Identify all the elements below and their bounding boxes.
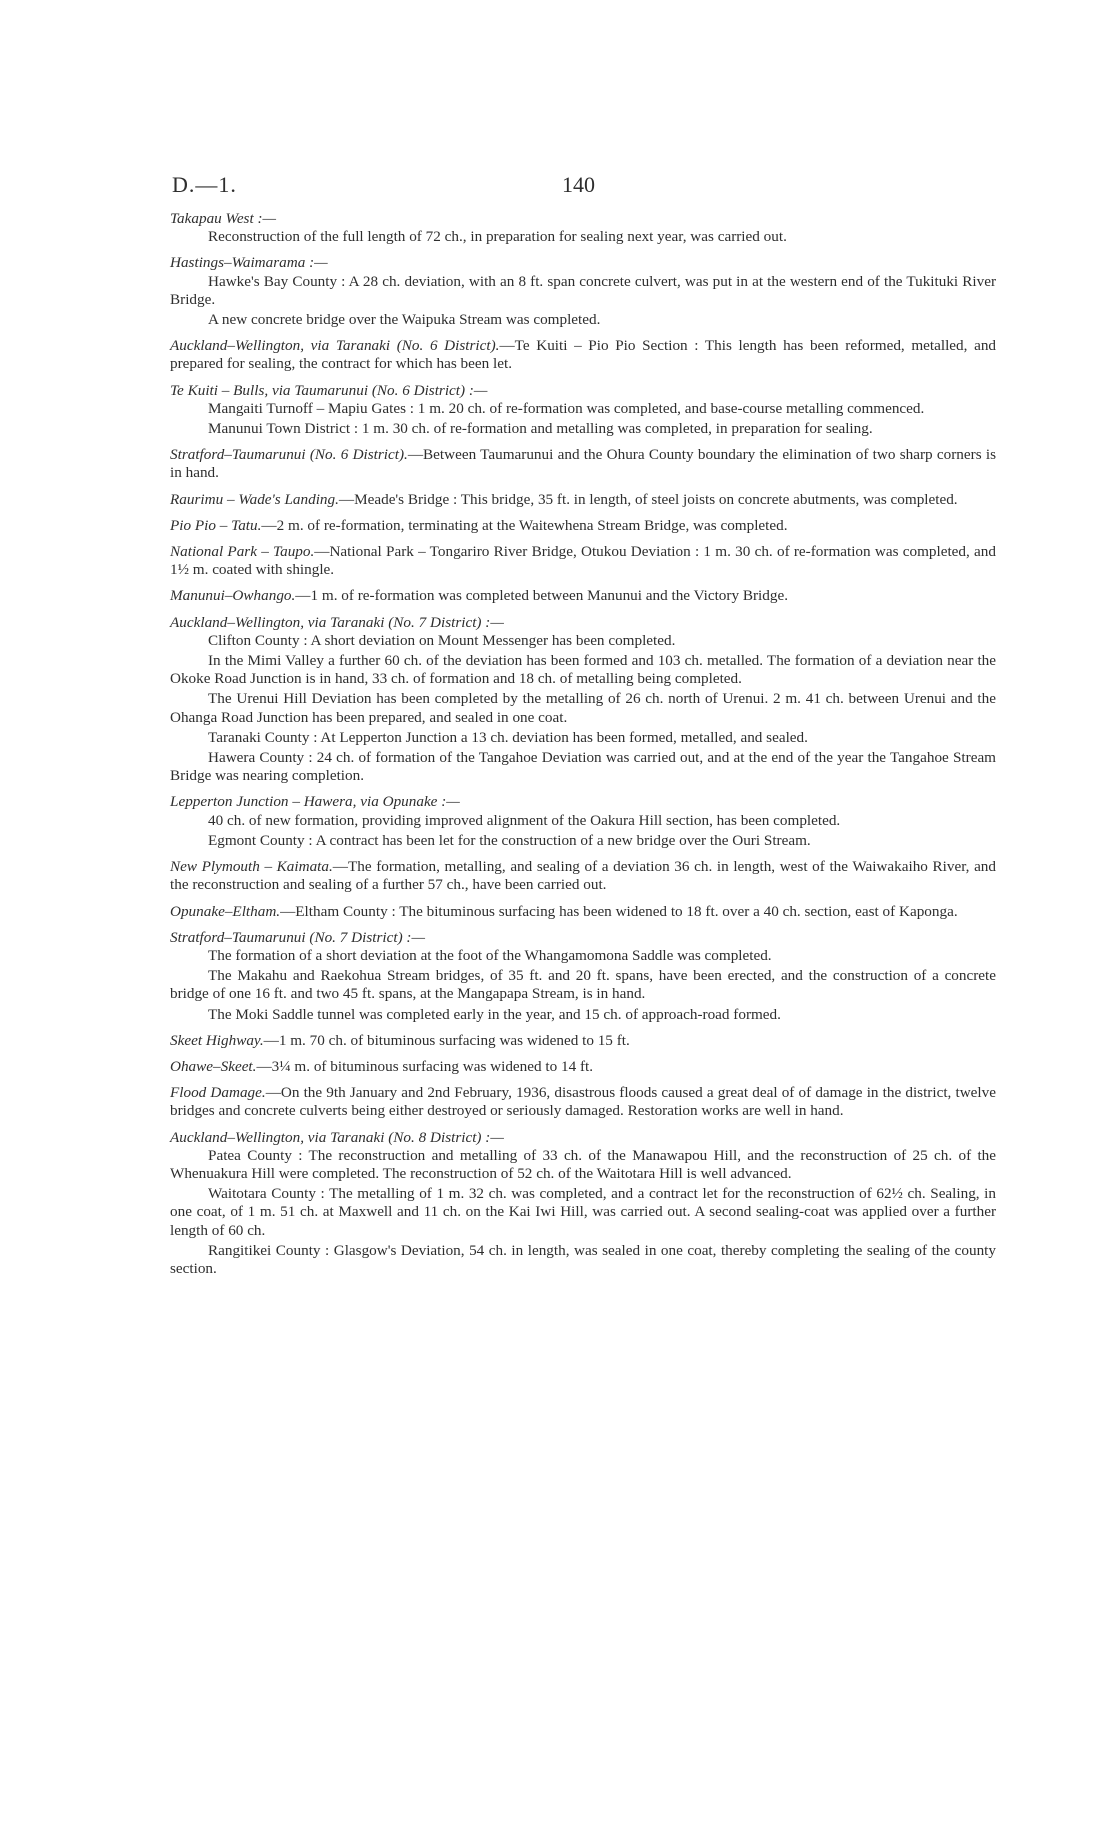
section-paragraph: Waitotara County : The metalling of 1 m. 32 ch. was completed, and a contract let for the reconstruction of 62½ ch. Sealing, in one coat, of 1 m. 51 ch. at Maxwell and 11 ch. on the Kai Iwi Hill, was carried out. A second sealing-coat was applied over a further length of 60 ch.	[170, 1185, 996, 1239]
section-paragraph: Hawke's Bay County : A 28 ch. deviation, with an 8 ft. span concrete culvert, was put in at the western end of the Tukituki River Bridge.	[170, 272, 996, 308]
section-paragraph: Mangaiti Turnoff – Mapiu Gates : 1 m. 20 ch. of re-formation was completed, and base-course metalling commenced.	[208, 399, 925, 417]
section-heading: Flood Damage.	[170, 1084, 266, 1102]
section-heading: Auckland–Wellington, via Taranaki (No. 7 District) :—	[170, 613, 504, 631]
section-text: —Meade's Bridge : This bridge, 35 ft. in length, of steel joists on concrete abutments, was completed.	[338, 490, 958, 508]
section-heading: Pio Pio – Tatu.	[170, 516, 262, 534]
report-section	[170, 543, 996, 579]
section-heading: New Plymouth – Kaimata.	[170, 858, 333, 876]
report-section	[170, 1084, 996, 1120]
section-paragraph	[170, 903, 996, 921]
section-paragraph	[170, 517, 996, 535]
section-text: —Between Taumarunui and the Ohura County boundary the elimination of two sharp corners is in hand.	[170, 446, 997, 482]
section-heading: Opunake–Eltham.	[170, 902, 281, 920]
report-section	[170, 1129, 996, 1279]
report-section	[170, 491, 996, 509]
report-section	[170, 1058, 996, 1076]
section-text: —Te Kuiti – Pio Pio Section : This length has been reformed, metalled, and prepared for sealing, the contract for which has been let.	[170, 337, 997, 373]
section-heading: Ohawe–Skeet.	[170, 1057, 257, 1075]
section-heading: Raurimu – Wade's Landing.	[170, 490, 339, 508]
section-text: —Eltham County : The bituminous surfacing has been widened to 18 ft. over a 40 ch. section, east of Kaponga.	[280, 902, 958, 920]
section-paragraph	[170, 1058, 996, 1076]
section-heading: Skeet Highway.	[170, 1031, 264, 1049]
report-section	[170, 210, 996, 246]
section-paragraph: Reconstruction of the full length of 72 ch., in preparation for sealing next year, was carried out.	[208, 228, 787, 246]
section-text: —3¼ m. of bituminous surfacing was widened to 14 ft.	[256, 1057, 594, 1075]
section-paragraph: The formation of a short deviation at the foot of the Whangamomona Saddle was completed.	[208, 946, 772, 964]
section-paragraph: A new concrete bridge over the Waipuka Stream was completed.	[208, 311, 601, 329]
report-section	[170, 903, 996, 921]
report-section	[170, 614, 996, 786]
report-section	[170, 446, 996, 482]
section-text: —1 m. of re-formation was completed between Manunui and the Victory Bridge.	[295, 587, 788, 605]
report-section	[170, 1032, 996, 1050]
page-number: 140	[562, 172, 595, 197]
report-section	[170, 793, 996, 850]
section-paragraph: Manunui Town District : 1 m. 30 ch. of re-formation and metalling was completed, in preparation for sealing.	[208, 420, 873, 438]
section-paragraph	[170, 337, 996, 373]
section-paragraph	[170, 543, 996, 579]
section-paragraph: In the Mimi Valley a further 60 ch. of the deviation has been formed and 103 ch. metalled. The formation of a deviation near the Okoke Road Junction is in hand, 33 ch. of formation and 18 ch. of metalling being completed.	[170, 652, 996, 688]
section-text: —The formation, metalling, and sealing of a deviation 36 ch. in length, west of the Waiwakaiho River, and the reconstruction and sealing of a further 57 ch., have been carried out.	[170, 858, 996, 894]
report-section	[170, 337, 996, 373]
section-paragraph: Egmont County : A contract has been let for the construction of a new bridge over the Ouri Stream.	[208, 831, 811, 849]
section-text: —National Park – Tongariro River Bridge, Otukou Deviation : 1 m. 30 ch. of re-formation was completed, and 1½ m. coated with shingle.	[170, 543, 996, 579]
section-paragraph	[170, 446, 996, 482]
section-heading: Takapau West :—	[170, 210, 277, 227]
report-section	[170, 517, 996, 535]
section-paragraph: Clifton County : A short deviation on Mount Messenger has been completed.	[208, 631, 676, 649]
section-paragraph: The Urenui Hill Deviation has been completed by the metalling of 26 ch. north of Urenui. 2 m. 41 ch. between Urenui and the Ohanga Road Junction has been prepared, and sealed in one coat.	[170, 690, 996, 726]
section-paragraph: The Makahu and Raekohua Stream bridges, of 35 ft. and 20 ft. spans, have been erected, and the construction of a concrete bridge of one 16 ft. and two 45 ft. spans, at the Mangapapa Stream, is in hand.	[170, 967, 996, 1003]
section-paragraph	[170, 587, 996, 605]
section-heading: Stratford–Taumarunui (No. 6 District).	[170, 446, 408, 464]
section-heading: Stratford–Taumarunui (No. 7 District) :—	[170, 928, 425, 946]
section-paragraph	[170, 1084, 996, 1120]
section-heading: Te Kuiti – Bulls, via Taumarunui (No. 6 District) :—	[170, 381, 488, 399]
section-heading: Auckland–Wellington, via Taranaki (No. 8 District) :—	[170, 1128, 504, 1146]
section-text: —1 m. 70 ch. of bituminous surfacing was widened to 15 ft.	[263, 1031, 630, 1049]
section-paragraph: Patea County : The reconstruction and metalling of 33 ch. of the Manawapou Hill, and the reconstruction of 25 ch. of the Whenuakura Hill were completed. The reconstruction of 52 ch. of the Waitotara Hill is well advanced.	[170, 1146, 996, 1182]
section-heading: Lepperton Junction – Hawera, via Opunake :—	[170, 793, 460, 811]
section-text: —2 m. of re-formation, terminating at the Waitewhena Stream Bridge, was completed.	[261, 516, 788, 534]
section-heading: Auckland–Wellington, via Taranaki (No. 6 District).	[170, 337, 500, 355]
section-paragraph: Taranaki County : At Lepperton Junction a 13 ch. deviation has been formed, metalled, and sealed.	[208, 728, 808, 746]
document-reference: D.—1.	[172, 172, 237, 197]
section-heading: Manunui–Owhango.	[170, 587, 296, 605]
section-paragraph	[170, 1032, 996, 1050]
report-section	[170, 929, 996, 1024]
section-heading: Hastings–Waimarama :—	[170, 254, 328, 272]
document-body	[170, 210, 996, 1278]
section-paragraph: Rangitikei County : Glasgow's Deviation, 54 ch. in length, was sealed in one coat, thereby completing the sealing of the county section.	[170, 1241, 996, 1277]
section-text: —On the 9th January and 2nd February, 1936, disastrous floods caused a great deal of of damage in the district, twelve bridges and concrete culverts being either destroyed or seriously damaged. Restoration works are well in hand.	[170, 1084, 996, 1120]
report-section	[170, 858, 996, 894]
section-paragraph: Hawera County : 24 ch. of formation of the Tangahoe Deviation was carried out, and at the end of the year the Tangahoe Stream Bridge was nearing completion.	[170, 749, 996, 785]
section-paragraph	[170, 858, 996, 894]
section-paragraph: 40 ch. of new formation, providing improved alignment of the Oakura Hill section, has been completed.	[208, 811, 841, 829]
section-heading: National Park – Taupo.	[170, 543, 315, 561]
report-section	[170, 382, 996, 439]
report-section	[170, 254, 996, 329]
section-paragraph: The Moki Saddle tunnel was completed early in the year, and 15 ch. of approach-road formed.	[208, 1005, 781, 1023]
section-paragraph	[170, 491, 996, 509]
report-section	[170, 587, 996, 605]
